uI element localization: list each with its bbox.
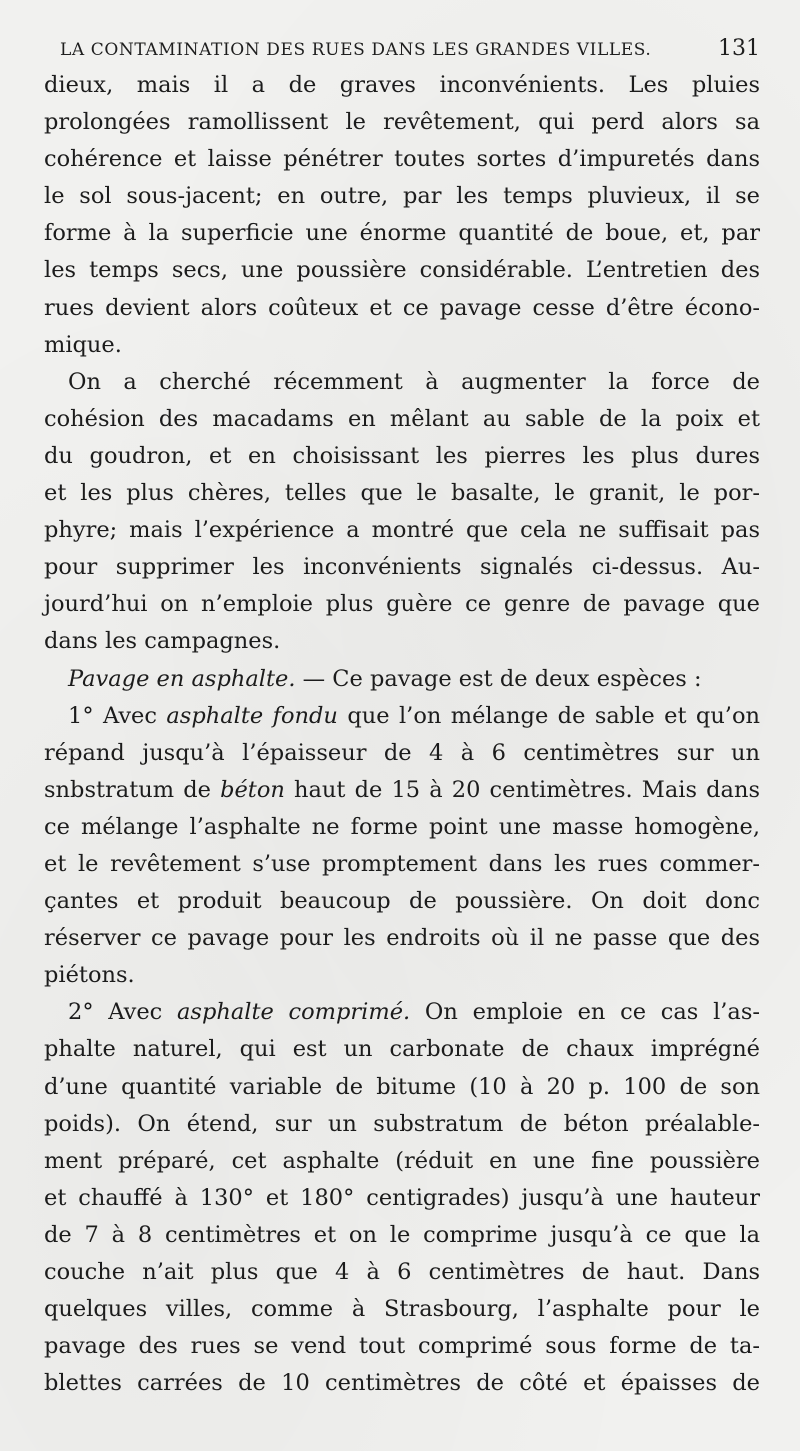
italic-text-segment: asphalte fondu [166, 702, 338, 729]
text-segment: répand jusqu’à l’épaisseur de 4 à 6 centimètres sur un [44, 739, 760, 766]
text-line [44, 623, 760, 660]
text-segment: pour supprimer les inconvénients signalés ci-dessus. Au- [44, 554, 760, 581]
text-segment: prolongées ramollissent le revêtement, qui perd alors sa [44, 109, 760, 136]
text-segment: d’une quantité variable de bitume (10 à 20 p. 100 de son [44, 1073, 760, 1100]
text-segment: couche n’ait plus que 4 à 6 centimètres de haut. Dans [44, 1259, 760, 1285]
text-segment: snbstratum de [44, 776, 221, 803]
text-line [44, 1328, 760, 1365]
text-segment: et les plus chères, telles que le basalte, le granit, le por- [44, 480, 760, 507]
text-line [44, 252, 760, 289]
text-segment: mique. [44, 331, 122, 358]
italic-text-segment: asphalte comprimé. [176, 999, 411, 1026]
text-line [44, 920, 760, 957]
text-segment: réserver ce pavage pour les endroits où il ne passe que des [44, 925, 760, 952]
running-header [60, 36, 760, 61]
text-segment: çantes et produit beaucoup de poussière. On doit donc [44, 888, 760, 915]
text-segment: le sol sous-jacent; en outre, par les temps pluvieux, il se [44, 183, 760, 210]
text-line [44, 475, 760, 512]
text-line [44, 327, 760, 364]
text-line [44, 438, 760, 475]
text-segment: 2° Avec [68, 999, 177, 1026]
text-line [44, 178, 760, 215]
text-segment: On emploie en ce cas l’as- [410, 999, 760, 1026]
text-segment: et chauffé à 130° et 180° centigrades) jusqu’à une hauteur [44, 1184, 760, 1211]
text-segment: phyre; mais l’expérience a montré que cela ne suffisait pas [44, 517, 760, 544]
text-segment: rues devient alors coûteux et ce pavage cesse d’être écono- [44, 294, 760, 321]
text-line [44, 104, 760, 141]
italic-text-segment: béton [220, 776, 285, 803]
text-segment: et le revêtement s’use promptement dans les rues commer- [44, 850, 760, 877]
text-segment: On a cherché récemment à augmenter la force de [68, 368, 760, 395]
text-segment: que l’on mélange de sable et qu’on [337, 702, 760, 729]
text-segment: de 7 à 8 centimètres et on le comprime jusqu’à ce que la [44, 1221, 760, 1248]
text-line [44, 1069, 760, 1106]
text-line [44, 141, 760, 178]
running-title: LA CONTAMINATION DES RUES DANS LES GRANDES VILLES. [60, 40, 652, 60]
text-line [44, 215, 760, 252]
text-line [44, 883, 760, 920]
text-segment: du goudron, et en choisissant les pierres les plus dures [44, 442, 760, 469]
text-line [44, 512, 760, 549]
page-number: 131 [718, 36, 760, 61]
text-line [44, 67, 760, 104]
text-segment: dieux, mais il a de graves inconvénients. Les pluies [44, 72, 760, 98]
text-segment: haut de 15 à 20 centimètres. Mais dans [284, 776, 760, 803]
text-segment: — Ce pavage est de deux espèces : [295, 665, 702, 692]
body-text [44, 67, 760, 1402]
text-line [44, 661, 760, 698]
text-line [44, 549, 760, 586]
text-segment: blettes carrées de 10 centimètres de côté et épaisses de [44, 1370, 760, 1397]
text-line [44, 1106, 760, 1143]
text-segment: piétons. [44, 962, 135, 989]
text-line [44, 735, 760, 772]
text-line [44, 586, 760, 623]
text-segment: poids). On étend, sur un substratum de béton préalable- [44, 1110, 760, 1137]
text-line [44, 1254, 760, 1291]
text-line [44, 1180, 760, 1217]
text-line [44, 1143, 760, 1180]
text-segment: forme à la superficie une énorme quantité de boue, et, par [44, 220, 760, 247]
text-line [44, 1291, 760, 1328]
text-segment: ment préparé, cet asphalte (réduit en une fine poussière [44, 1147, 760, 1174]
text-segment: 1° Avec [68, 702, 167, 729]
italic-text-segment: Pavage en asphalte. [68, 665, 296, 692]
text-segment: cohérence et laisse pénétrer toutes sortes d’impuretés dans [44, 146, 760, 173]
text-segment: ce mélange l’asphalte ne forme point une masse homogène, [44, 813, 760, 840]
text-line [44, 1365, 760, 1402]
text-line [44, 846, 760, 883]
text-line [44, 1031, 760, 1068]
text-line [44, 809, 760, 846]
text-segment: dans les campagnes. [44, 628, 281, 655]
text-segment: cohésion des macadams en mêlant au sable de la poix et [44, 405, 760, 432]
text-segment: phalte naturel, qui est un carbonate de chaux imprégné [44, 1036, 760, 1063]
text-line [44, 401, 760, 438]
text-line [44, 772, 760, 809]
text-segment: pavage des rues se vend tout comprimé sous forme de ta- [44, 1333, 760, 1360]
text-segment: jourd’hui on n’emploie plus guère ce genre de pavage que [44, 591, 760, 618]
text-line [44, 364, 760, 401]
text-line [44, 698, 760, 735]
text-line [44, 290, 760, 327]
text-line [44, 1217, 760, 1254]
text-line [44, 994, 760, 1031]
text-segment: quelques villes, comme à Strasbourg, l’asphalte pour le [44, 1296, 760, 1323]
text-line [44, 957, 760, 994]
text-segment: les temps secs, une poussière considérable. L’entretien des [44, 257, 760, 284]
